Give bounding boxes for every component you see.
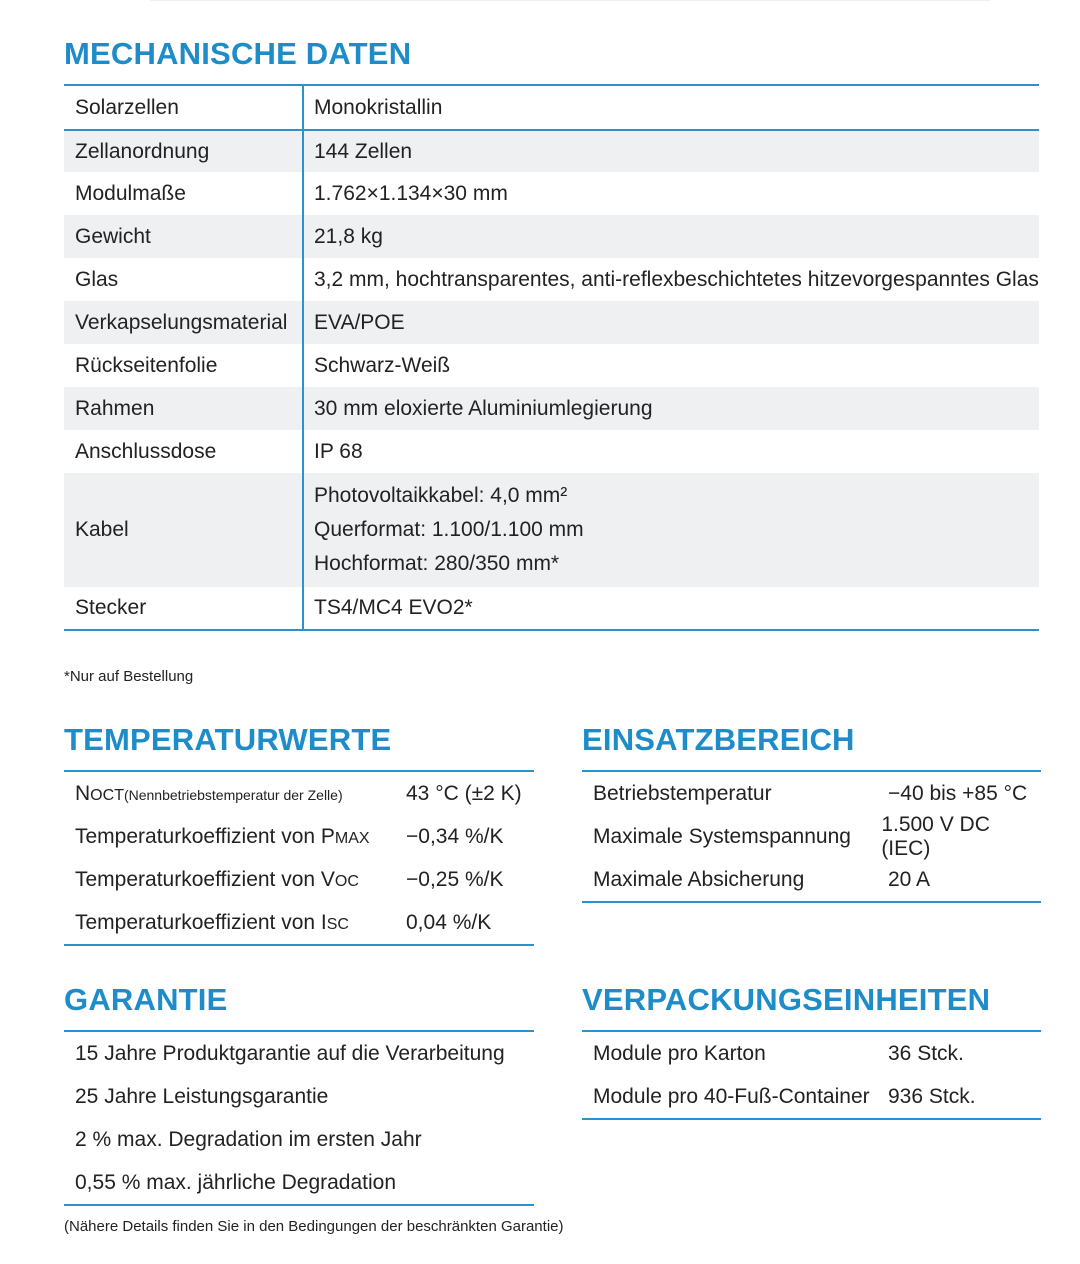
row-label: Solarzellen: [64, 86, 304, 129]
table-row: [64, 258, 1039, 301]
row-label: Kabel: [64, 473, 304, 587]
row-label: Rückseitenfolie: [64, 344, 304, 387]
list-item: [64, 1032, 534, 1075]
table-row: [582, 772, 1041, 815]
packaging-table: [582, 1032, 1041, 1120]
operating-table: [582, 772, 1041, 903]
row-value: EVA/POE: [314, 310, 405, 334]
cable-line: Hochformat: 280/350 mm*: [314, 552, 560, 575]
row-label: [64, 868, 406, 892]
row-value: −0,34 %/K: [406, 824, 504, 848]
row-label: Rahmen: [64, 387, 304, 430]
warranty-note: (Nähere Details finden Sie in den Bedingungen der beschränkten Garantie): [64, 1218, 564, 1235]
cable-line: Querformat: 1.100/1.100 mm: [314, 518, 584, 541]
noct-abbr: OCT: [90, 786, 124, 804]
row-value: −40 bis +85 °C: [888, 781, 1028, 805]
table-row: [64, 587, 1039, 631]
top-divider: [150, 0, 990, 1]
row-value: IP 68: [314, 439, 363, 463]
table-row-cable: [64, 473, 1039, 587]
row-label: Anschlussdose: [64, 430, 304, 473]
table-row: [582, 812, 1041, 860]
mechanical-table: [64, 86, 1039, 631]
row-value: 20 A: [888, 867, 931, 891]
row-value: [304, 479, 584, 581]
list-item: [64, 1118, 534, 1161]
row-label: Betriebstemperatur: [593, 781, 772, 805]
pmax-label: Temperaturkoeffizient von P: [75, 824, 335, 848]
row-value: 3,2 mm, hochtransparentes, anti-reflexbeschichtetes hitzevorgespanntes Glas: [314, 267, 1039, 291]
noct-desc: (Nennbetriebstemperatur der Zelle): [123, 786, 343, 803]
row-label: [64, 782, 406, 806]
row-label: [64, 911, 406, 935]
row-value: −0,25 %/K: [406, 867, 504, 891]
warranty-title: GARANTIE: [64, 982, 228, 1017]
noct-main: N: [75, 781, 91, 805]
voc-label: Temperaturkoeffizient von V: [75, 867, 335, 891]
table-row: [64, 858, 534, 901]
row-label: [64, 825, 406, 849]
list-item: [64, 1075, 534, 1118]
table-row: [582, 1075, 1041, 1120]
row-label: Module pro 40-Fuß-Container: [593, 1084, 870, 1108]
row-value: 21,8 kg: [314, 224, 383, 248]
row-value: TS4/MC4 EVO2*: [314, 596, 473, 619]
operating-title: EINSATZBEREICH: [582, 722, 855, 757]
table-row: [64, 86, 1039, 129]
row-label: Module pro Karton: [593, 1041, 766, 1065]
temperature-table: [64, 772, 534, 946]
table-row: [64, 772, 534, 815]
row-value: 0,04 %/K: [406, 910, 492, 934]
row-value: 36 Stck.: [888, 1041, 964, 1065]
list-item: [64, 1161, 534, 1206]
table-row: [64, 215, 1039, 258]
row-label: Modulmaße: [64, 172, 304, 215]
table-row: [582, 858, 1041, 903]
row-value: 936 Stck.: [888, 1084, 976, 1108]
row-label: Glas: [64, 258, 304, 301]
warranty-item: 25 Jahre Leistungsgarantie: [75, 1084, 329, 1108]
row-label: Maximale Systemspannung: [593, 824, 851, 848]
row-value: 144 Zellen: [314, 139, 413, 163]
row-value: 30 mm eloxierte Aluminiumlegierung: [314, 396, 653, 420]
row-value: 1.500 V DC (IEC): [881, 812, 990, 860]
table-row: [64, 172, 1039, 215]
mechanical-title: MECHANISCHE DATEN: [64, 36, 412, 71]
table-row: [64, 344, 1039, 387]
table-row: [64, 901, 534, 946]
packaging-title: VERPACKUNGSEINHEITEN: [582, 982, 991, 1017]
table-row: [64, 387, 1039, 430]
table-row: [64, 129, 1039, 172]
warranty-list: [64, 1032, 534, 1206]
row-value: Schwarz-Weiß: [314, 353, 451, 377]
table-row: [64, 301, 1039, 344]
temperature-title: TEMPERATURWERTE: [64, 722, 392, 757]
cable-line: Photovoltaikkabel: 4,0 mm²: [314, 484, 568, 507]
table-row: [64, 815, 534, 858]
row-label: Verkapselungsmaterial: [64, 301, 304, 344]
row-label: Stecker: [64, 587, 304, 629]
warranty-item: 0,55 % max. jährliche Degradation: [75, 1170, 397, 1194]
table-row: [582, 1032, 1041, 1075]
row-label: Maximale Absicherung: [593, 867, 805, 891]
row-value: 43 °C (±2 K): [406, 781, 522, 805]
row-label: Zellanordnung: [64, 131, 304, 172]
row-value: Monokristallin: [314, 95, 443, 119]
isc-label: Temperaturkoeffizient von I: [75, 910, 327, 934]
warranty-item: 15 Jahre Produktgarantie auf die Verarbeitung: [75, 1041, 505, 1065]
warranty-item: 2 % max. Degradation im ersten Jahr: [75, 1127, 422, 1151]
order-footnote: *Nur auf Bestellung: [64, 668, 194, 685]
table-row: [64, 430, 1039, 473]
row-value: 1.762×1.134×30 mm: [314, 181, 508, 205]
row-label: Gewicht: [64, 215, 304, 258]
isc-abbr: SC: [326, 915, 349, 933]
pmax-abbr: MAX: [334, 829, 370, 847]
voc-abbr: OC: [334, 872, 359, 890]
